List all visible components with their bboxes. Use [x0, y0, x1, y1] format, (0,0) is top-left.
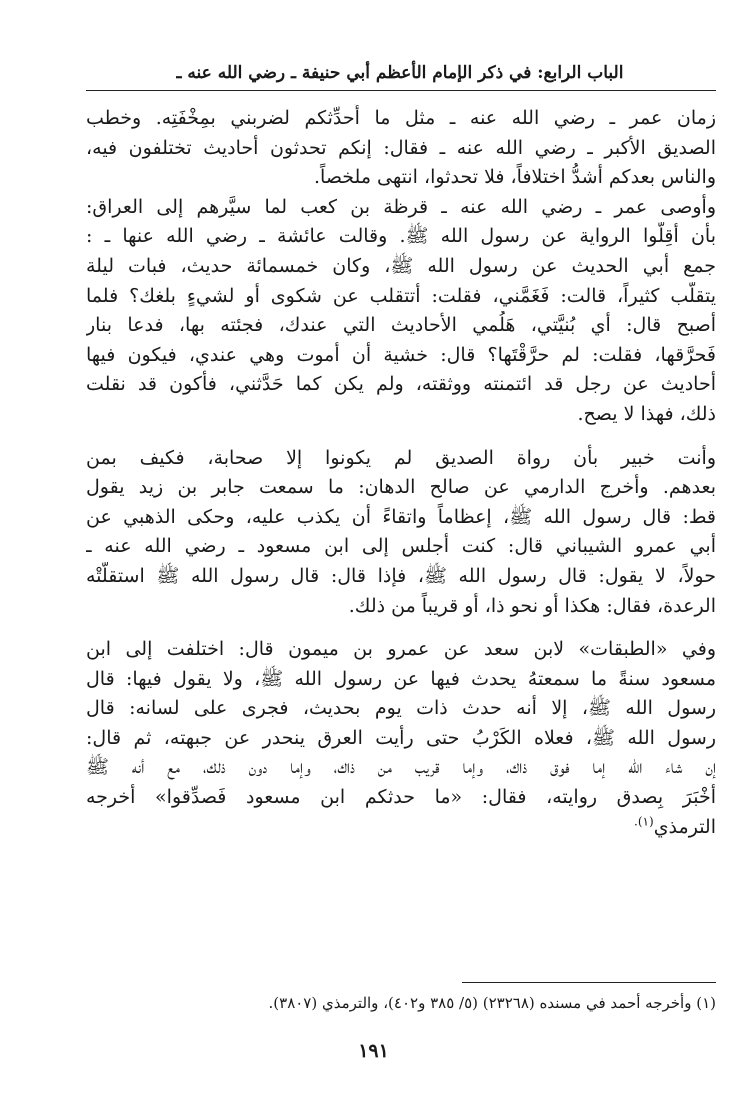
text-line: إن شاء الله إما فوق ذاك، وإما قريب من ذاك، وإما دون ذلك، مع أنه ﷺ: [86, 756, 716, 779]
text-line: بأن أقِلُّوا الرواية عن رسول الله ﷺ. وقالت عائشة ـ رضي الله عنها ـ :: [86, 225, 716, 248]
text-line: الصديق الأكبر ـ رضي الله عنه ـ فقال: إنكم تحدثون أحاديث تختلفون فيه،: [86, 136, 716, 159]
paragraph-2: [86, 193, 716, 430]
text-line: أصبح قال: أي بُنيَّتي، هَلُمي الأحاديث التي عندك، فجئته بها، فدعا بنار: [86, 314, 716, 337]
text-line: يتقلَّب كثيراً، قالت: فَغَمَّني، فقلت: أتتقلب عن شكوى أو لشيءٍ بلغك؟ فلما: [86, 284, 716, 307]
footnote-divider: [462, 982, 716, 983]
footnote: (١) وأخرجه أحمد في مسنده (٢٣٢٦٨) (٥/ ٣٨٥ و٤٠٢)، والترمذي (٣٨٠٧).: [268, 994, 716, 1012]
text-line: زمان عمر ـ رضي الله عنه ـ مثل ما أُحدِّثكم لضربني بمِخْفَتِه. وخطب: [86, 107, 716, 129]
text-line: أحاديث عن رجل قد ائتمنته ووثقته، ولم يكن كما حَدَّثني، فأكون قد نقلت: [86, 373, 716, 396]
text-line: وفي «الطبقات» لابن سعد عن عمرو بن ميمون قال: اختلفت إلى ابن: [86, 638, 716, 661]
text-line: رسول الله ﷺ، إلا أنه حدث ذات يوم بحديث، فجرى على لسانه: قال: [86, 697, 716, 720]
header-divider: [86, 90, 716, 91]
footnote-reference[interactable]: (١).: [634, 814, 654, 829]
paragraph-4: [86, 635, 716, 842]
text-line: أَخْبَرَ بِصدق روايته، فقال: «ما حدثكم ابن مسعود فَصدِّقوا» أخرجه: [86, 786, 716, 809]
text-line-body: الترمذي: [653, 815, 716, 838]
text-line: وأوصى عمر ـ رضي الله عنه ـ قرظة بن كعب لما سيَّرهم إلى العراق:: [86, 195, 716, 218]
text-line: أبي عمرو الشيباني قال: كنت أجلس إلى ابن مسعود ـ رضي الله عنه ـ: [86, 535, 716, 558]
text-line: وأنت خبير بأن رواة الصديق لم يكونوا إلا صحابة، فكيف بمن: [86, 446, 716, 469]
paragraph-1: [86, 104, 716, 193]
text-line: حولاً، لا يقول: قال رسول الله ﷺ، فإذا قال: قال رسول الله ﷺ استقلَّتْه: [86, 564, 716, 587]
text-line: رسول الله ﷺ، فعلاه الكَرْبُ حتى رأيت العرق ينحدر عن جبهته، ثم قال:: [86, 726, 716, 749]
main-text: [86, 104, 716, 842]
text-line: [86, 813, 716, 843]
text-line: الرعدة، فقال: هكذا أو نحو ذا، أو قريباً من ذلك.: [348, 594, 716, 617]
text-line: مسعود سنةً ما سمعتهُ يحدث فيها عن رسول الله ﷺ، ولا يقول فيها: قال: [86, 667, 716, 690]
text-line: فَحرَّقها، فقلت: لم حرَّقْتَها؟ قال: خشية أن أموت وهي عندي، فيكون فيها: [86, 343, 716, 366]
paragraph-3: [86, 444, 716, 622]
page-number: ١٩١: [358, 1040, 389, 1062]
text-line: والناس بعدكم أشدُّ اختلافاً، فلا تحدثوا، انتهى ملخصاً.: [313, 166, 716, 189]
text-line: ذلك، فهذا لا يصح.: [577, 402, 716, 425]
text-line: بعدهم. وأخرج الدارمي عن صالح الدهان: ما سمعت جابر بن زيد يقول: [86, 476, 716, 499]
running-header: الباب الرابع: في ذكر الإمام الأعظم أبي حنيفة ـ رضي الله عنه ـ: [176, 63, 624, 83]
text-line: قط: قال رسول الله ﷺ، إعظاماً واتقاءً أن يكذب عليه، وحكى الذهبي عن: [86, 505, 716, 528]
text-line: جمع أبي الحديث عن رسول الله ﷺ، وكان خمسمائة حديث، فبات ليلة: [86, 254, 716, 277]
